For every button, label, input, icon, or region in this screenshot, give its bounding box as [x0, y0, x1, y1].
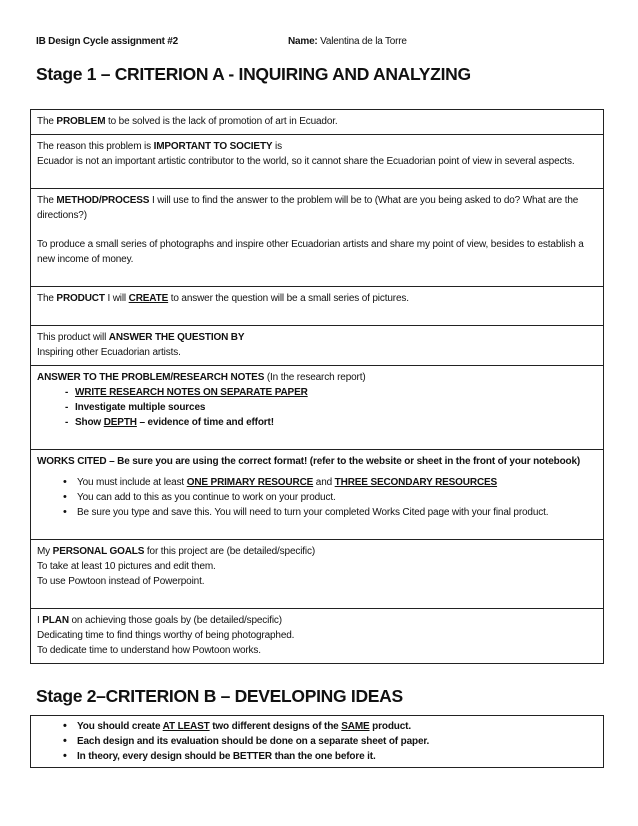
product-answer: to answer the question will be a small series of pictures.	[168, 293, 409, 304]
text: WRITE RESEARCH NOTES ON SEPARATE PAPER	[75, 387, 308, 398]
text: You can add to this as you continue to work on your product.	[77, 492, 336, 503]
goals-row	[31, 540, 604, 609]
text: I will	[104, 293, 129, 304]
problem-answer: to be solved is the lack of promotion of art in Ecuador.	[105, 116, 338, 127]
reason-cell	[31, 135, 604, 189]
text: (In the research report)	[264, 372, 366, 383]
list-item	[37, 415, 597, 430]
text: – evidence of time and effort!	[136, 417, 274, 428]
plan-label: PLAN	[42, 615, 69, 626]
text: This product will	[37, 332, 109, 343]
plan-answer: To dedicate time to understand how Powtoon works.	[37, 645, 261, 656]
method-answer: To produce a small series of photographs and inspire other Ecuadorian artists and share my point of view, besides to establish a new income of money.	[37, 239, 584, 265]
answer-question-cell	[31, 326, 604, 366]
name-label: Name:	[288, 36, 318, 47]
goals-answer: To use Powtoon instead of Powerpoint.	[37, 576, 205, 587]
problem-row	[31, 110, 604, 135]
reason-row	[31, 135, 604, 189]
plan-cell	[31, 609, 604, 664]
text: The	[37, 195, 57, 206]
list-item	[37, 490, 597, 505]
text: Each design and its evaluation should be done on a separate sheet of paper.	[77, 736, 430, 747]
text: My	[37, 546, 53, 557]
research-cell	[31, 366, 604, 450]
works-cited-cell	[31, 450, 604, 540]
list-item	[37, 400, 597, 415]
problem-cell	[31, 110, 604, 135]
text: Investigate multiple sources	[75, 402, 206, 413]
text: You must include at least	[77, 477, 187, 488]
stage2-title: Stage 2–CRITERION B – DEVELOPING IDEAS	[36, 686, 403, 706]
list-item	[37, 505, 597, 520]
answer-question-row	[31, 326, 604, 366]
works-cited-list	[37, 475, 597, 520]
text: The	[37, 116, 57, 127]
product-cell	[31, 287, 604, 326]
criterion-a-table	[30, 109, 604, 664]
text: I will use to find the answer to the problem will be to (What are you being asked to do? What are the directions?)	[37, 195, 579, 221]
list-item	[37, 385, 597, 400]
text: product.	[369, 721, 411, 732]
goals-answer: To take at least 10 pictures and edit them.	[37, 561, 216, 572]
stage1-title: Stage 1 – CRITERION A - INQUIRING AND ANALYZING	[36, 64, 471, 84]
developing-ideas-list	[37, 719, 597, 764]
method-row	[31, 189, 604, 287]
research-list	[37, 385, 597, 430]
text: AT LEAST	[162, 721, 210, 732]
list-item	[37, 734, 597, 749]
student-name	[288, 36, 407, 47]
text: The reason this problem is	[37, 141, 154, 152]
text: is	[272, 141, 282, 152]
list-item	[37, 749, 597, 764]
research-row	[31, 366, 604, 450]
text: and	[313, 477, 335, 488]
text: ONE PRIMARY RESOURCE	[186, 477, 314, 488]
reason-answer: Ecuador is not an important artistic contributor to the world, so it cannot share the Ecuadorian point of view in several aspects.	[37, 156, 575, 167]
answer-question-label: ANSWER THE QUESTION BY	[108, 332, 245, 343]
text: SAME	[341, 721, 370, 732]
problem-label: PROBLEM	[56, 116, 106, 127]
text: The	[37, 293, 57, 304]
goals-cell	[31, 540, 604, 609]
research-label: ANSWER TO THE PROBLEM/RESEARCH NOTES	[37, 372, 265, 383]
create-label: CREATE	[128, 293, 169, 304]
answer-question-answer: Inspiring other Ecuadorian artists.	[37, 347, 181, 358]
plan-row	[31, 609, 604, 664]
text: Be sure you type and save this. You will need to turn your completed Works Cited page with your final product.	[77, 507, 549, 518]
works-cited-row	[31, 450, 604, 540]
text: Show	[75, 417, 104, 428]
developing-ideas-row	[31, 716, 604, 768]
name-value: Valentina de la Torre	[317, 36, 407, 47]
assignment-title: IB Design Cycle assignment #2	[36, 36, 179, 47]
developing-ideas-cell	[31, 716, 604, 768]
list-item	[37, 719, 597, 734]
importance-label: IMPORTANT TO SOCIETY	[153, 141, 273, 152]
text: In theory, every design should be BETTER than the one before it.	[77, 751, 376, 762]
product-row	[31, 287, 604, 326]
text: two different designs of the	[209, 721, 342, 732]
list-item	[37, 475, 597, 490]
criterion-b-table	[30, 715, 604, 768]
method-cell	[31, 189, 604, 287]
product-label: PRODUCT	[56, 293, 105, 304]
plan-answer: Dedicating time to find things worthy of being photographed.	[37, 630, 295, 641]
text: I	[37, 615, 43, 626]
method-label: METHOD/PROCESS	[56, 195, 150, 206]
text: You should create	[77, 721, 163, 732]
text: THREE SECONDARY RESOURCES	[334, 477, 498, 488]
text: on achieving those goals by (be detailed/specific)	[68, 615, 282, 626]
text: DEPTH	[103, 417, 137, 428]
goals-label: PERSONAL GOALS	[52, 546, 145, 557]
text: for this project are (be detailed/specific)	[144, 546, 316, 557]
works-cited-label: WORKS CITED – Be sure you are using the correct format! (refer to the website or sheet in the front of your notebook)	[37, 456, 581, 467]
